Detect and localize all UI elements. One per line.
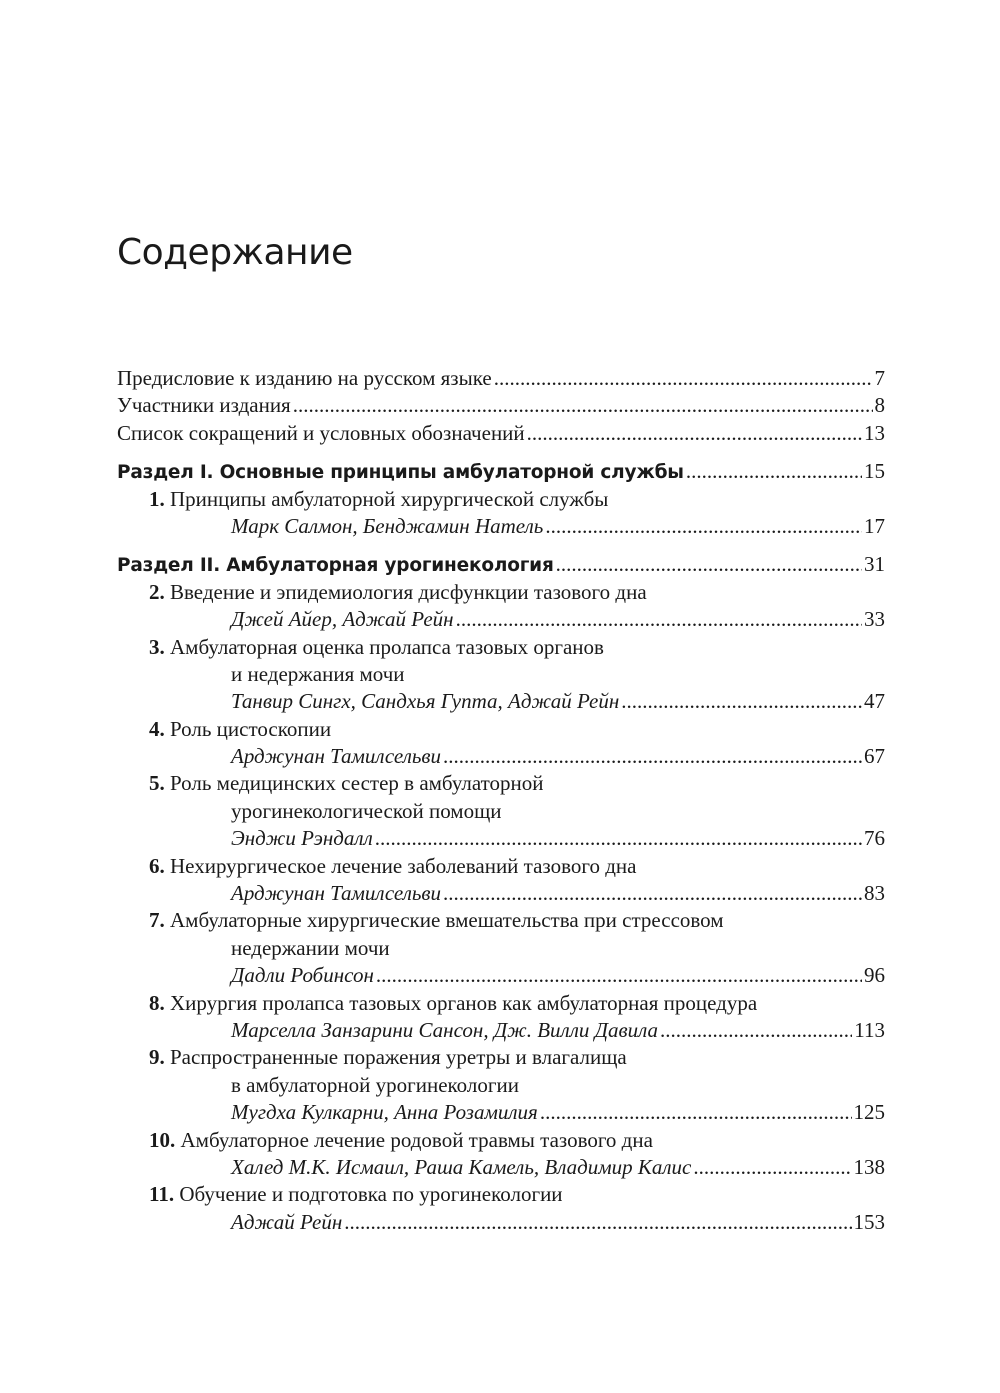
chapter-authors: Джей Айер, Аджай Рейн [231, 607, 454, 632]
chapter-title: Роль цистоскопии [170, 716, 332, 741]
chapter-authors: Арджунан Тамилсельви [231, 744, 442, 769]
toc-entry[interactable] [117, 366, 885, 393]
chapter-authors: Марк Салмон, Бенджамин Натель [231, 513, 544, 538]
chapter-title-continuation[interactable] [117, 662, 885, 689]
chapter-authors-line[interactable] [117, 1018, 885, 1045]
chapter-authors-line[interactable] [117, 689, 885, 716]
chapter-title-line[interactable] [117, 580, 885, 607]
chapter-title-continuation[interactable] [117, 799, 885, 826]
toc-page-number: 31 [864, 552, 885, 577]
chapter-number: 6. [149, 853, 165, 878]
leader-dots [443, 744, 862, 769]
chapter-number: 7. [149, 908, 165, 933]
chapter-authors-line[interactable] [117, 826, 885, 853]
toc-page-number: 33 [864, 607, 885, 632]
chapter-authors-line[interactable] [117, 1100, 885, 1127]
leader-dots [293, 393, 873, 418]
chapter-title-continuation[interactable] [117, 1073, 885, 1100]
chapter-title-line[interactable] [117, 1045, 885, 1072]
leader-dots [686, 459, 862, 484]
chapter-title: Амбулаторные хирургические вмешательства при стрессовом [170, 908, 724, 933]
leader-dots [527, 421, 862, 446]
toc-page-number: 138 [853, 1154, 885, 1179]
leader-dots [375, 826, 862, 851]
toc-page-number: 13 [864, 420, 885, 445]
chapter-authors: Танвир Сингх, Сандхья Гупта, Аджай Рейн [231, 689, 620, 714]
leader-dots [545, 514, 862, 539]
chapter-title: недержании мочи [231, 935, 390, 960]
table-of-contents [117, 366, 885, 1237]
chapter-number: 4. [149, 716, 165, 741]
chapter-number: 9. [149, 1045, 165, 1070]
chapter-number: 3. [149, 634, 165, 659]
chapter-title-line[interactable] [117, 635, 885, 662]
chapter-authors: Энджи Рэндалл [231, 826, 373, 851]
toc-page-number: 96 [864, 963, 885, 988]
leader-dots [540, 1100, 852, 1125]
chapter-title: в амбулаторной урогинекологии [231, 1072, 519, 1097]
chapter-title-line[interactable] [117, 1128, 885, 1155]
toc-entry-title: Участники издания [117, 393, 291, 418]
toc-page-number: 7 [874, 366, 885, 390]
toc-entry[interactable] [117, 421, 885, 448]
chapter-title-continuation[interactable] [117, 936, 885, 963]
chapter-title: Принципы амбулаторной хирургической службы [170, 486, 609, 511]
leader-dots [344, 1210, 851, 1235]
chapter-number: 5. [149, 771, 165, 796]
chapter-title-line[interactable] [117, 1182, 885, 1209]
chapter-authors-line[interactable] [117, 744, 885, 771]
chapter-authors: Халед М.К. Исмаил, Раша Камель, Владимир Калис [231, 1154, 692, 1179]
toc-page-number: 153 [853, 1209, 885, 1234]
section-heading[interactable] [117, 552, 885, 579]
chapter-title-line[interactable] [117, 908, 885, 935]
toc-page-number: 17 [864, 513, 885, 538]
toc-page-number: 83 [864, 881, 885, 906]
page-title: Содержание [117, 232, 353, 273]
toc-page-number: 8 [874, 393, 885, 418]
chapter-authors: Мугдха Кулкарни, Анна Розамилия [231, 1100, 538, 1125]
toc-entry-title: Предисловие к изданию на русском языке [117, 366, 492, 390]
chapter-authors-line[interactable] [117, 1155, 885, 1182]
chapter-authors: Арджунан Тамилсельви [231, 881, 442, 906]
chapter-title-line[interactable] [117, 991, 885, 1018]
toc-page-number: 76 [864, 826, 885, 851]
chapter-number: 8. [149, 990, 165, 1015]
chapter-title: Амбулаторное лечение родовой травмы тазового дна [180, 1127, 653, 1152]
toc-page-number: 125 [853, 1100, 885, 1125]
toc-page-number: 15 [864, 459, 885, 484]
chapter-number: 10. [149, 1127, 176, 1152]
chapter-title: Роль медицинских сестер в амбулаторной [170, 771, 544, 796]
chapter-title-line[interactable] [117, 717, 885, 744]
toc-entry-title: Список сокращений и условных обозначений [117, 420, 525, 445]
chapter-authors-line[interactable] [117, 607, 885, 634]
leader-dots [456, 607, 862, 632]
chapter-authors: Марселла Занзарини Сансон, Дж. Вилли Давила [231, 1017, 658, 1042]
leader-dots [443, 881, 862, 906]
chapter-authors: Аджай Рейн [231, 1209, 343, 1234]
chapter-title-line[interactable] [117, 854, 885, 881]
chapter-authors-line[interactable] [117, 514, 885, 541]
section-title: Раздел I. Основные принципы амбулаторной службы [117, 462, 684, 484]
chapter-title: Нехирургическое лечение заболеваний тазового дна [170, 853, 637, 878]
toc-page-number: 67 [864, 744, 885, 769]
chapter-authors-line[interactable] [117, 881, 885, 908]
toc-page-number: 47 [864, 689, 885, 714]
section-title: Раздел II. Амбулаторная урогинекология [117, 555, 554, 577]
chapter-authors: Дадли Робинсон [231, 963, 374, 988]
leader-dots [660, 1018, 852, 1043]
chapter-title: Хирургия пролапса тазовых органов как амбулаторная процедура [170, 990, 758, 1015]
section-heading[interactable] [117, 459, 885, 486]
leader-dots [494, 366, 873, 391]
chapter-title: и недержания мочи [231, 661, 405, 686]
chapter-number: 1. [149, 486, 165, 511]
chapter-title-line[interactable] [117, 771, 885, 798]
leader-dots [376, 963, 862, 988]
chapter-title-line[interactable] [117, 487, 885, 514]
chapter-title: Распространенные поражения уретры и влагалища [170, 1045, 627, 1070]
chapter-title: Введение и эпидемиология дисфункции тазового дна [170, 579, 647, 604]
chapter-authors-line[interactable] [117, 963, 885, 990]
toc-page-number: 113 [854, 1017, 885, 1042]
chapter-title: урогинекологической помощи [231, 798, 502, 823]
leader-dots [693, 1155, 851, 1180]
chapter-title: Амбулаторная оценка пролапса тазовых органов [170, 634, 604, 659]
chapter-authors-line[interactable] [117, 1210, 885, 1237]
toc-entry[interactable] [117, 393, 885, 420]
chapter-number: 11. [149, 1182, 175, 1207]
chapter-title: Обучение и подготовка по урогинекологии [179, 1182, 563, 1207]
leader-dots [621, 689, 862, 714]
chapter-number: 2. [149, 579, 165, 604]
leader-dots [556, 552, 862, 577]
